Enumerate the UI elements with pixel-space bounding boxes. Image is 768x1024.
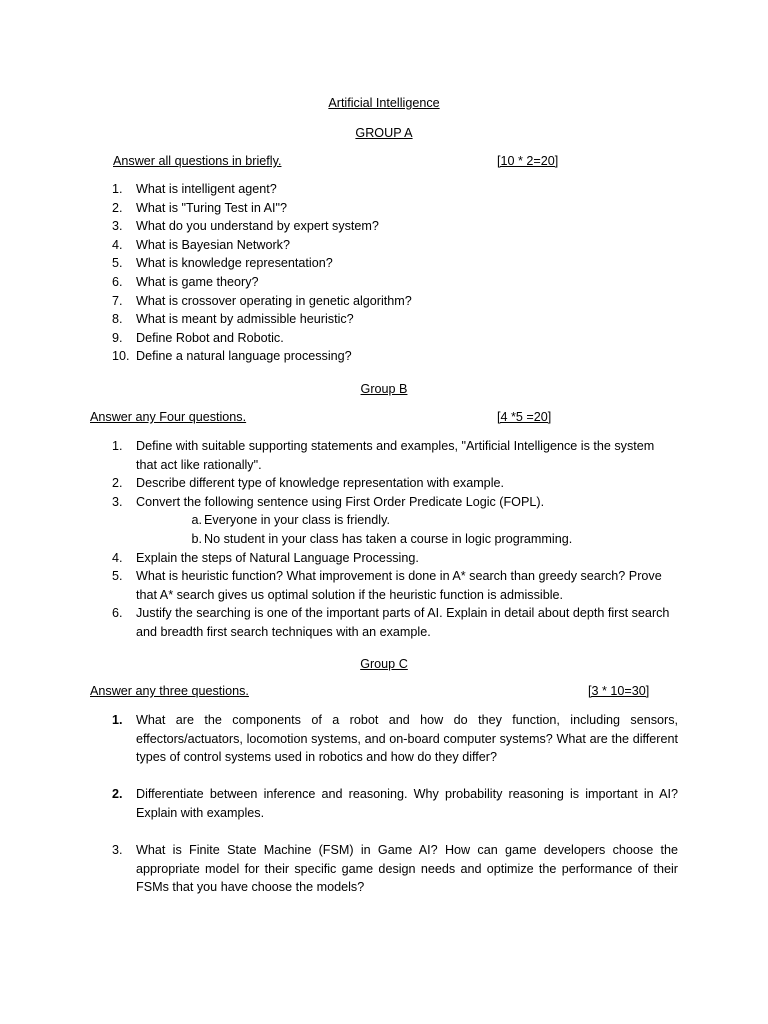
- group-c-heading: Group C: [360, 657, 408, 671]
- question-number: 5.: [112, 256, 123, 271]
- question-text: Differentiate between inference and reasoning. Why probability reasoning is important in AI? Explain with examples.: [136, 787, 678, 820]
- group-b-instruction: Answer any Four questions.: [90, 410, 247, 424]
- question-text: Explain the steps of Natural Language Processing.: [136, 550, 419, 565]
- question-text: What is meant by admissible heuristic?: [136, 312, 354, 327]
- question-item: [112, 329, 592, 348]
- question-text: What is "Turing Test in AI"?: [136, 200, 288, 215]
- sub-question-letter: a.: [191, 513, 202, 528]
- question-text: Define a natural language processing?: [136, 349, 352, 364]
- question-number: 7.: [112, 293, 123, 308]
- question-text: What is Finite State Machine (FSM) in Game AI? How can game developers choose the appropriate model for their specific game design needs and optimize the performance of their FSMs that you have choose the models?: [136, 843, 678, 895]
- question-item: [112, 711, 678, 767]
- group-a-heading: GROUP A: [355, 126, 413, 140]
- question-text: What is intelligent agent?: [136, 182, 277, 196]
- question-text: Describe different type of knowledge representation with example.: [136, 476, 504, 491]
- question-text: Justify the searching is one of the important parts of AI. Explain in detail about depth first search and breadth first search techniques with an example.: [136, 606, 670, 639]
- question-item: [112, 437, 678, 474]
- group-a-question-list: [112, 180, 592, 366]
- question-number: 2.: [112, 200, 123, 215]
- question-item: [112, 180, 592, 199]
- question-item: [112, 236, 592, 255]
- question-text: What do you understand by expert system?: [136, 219, 379, 234]
- document-title: Artificial Intelligence: [328, 96, 440, 110]
- question-text: What is game theory?: [136, 274, 259, 289]
- question-text: Define Robot and Robotic.: [136, 330, 284, 345]
- group-c-question-list: [112, 711, 678, 897]
- question-number: 10.: [112, 349, 130, 364]
- group-b-heading: Group B: [360, 382, 408, 396]
- question-item: [112, 549, 678, 568]
- question-item: [112, 199, 592, 218]
- question-number: 4.: [112, 550, 123, 565]
- question-item: [112, 273, 592, 292]
- group-a-instruction: Answer all questions in briefly.: [113, 154, 282, 168]
- question-text: Convert the following sentence using First Order Predicate Logic (FOPL).: [136, 494, 545, 509]
- question-number: 4.: [112, 237, 123, 252]
- question-item: [112, 217, 592, 236]
- question-number: 1.: [112, 713, 123, 727]
- group-b-question-list: [112, 437, 678, 642]
- question-text: What are the components of a robot and how do they function, including sensors, effectors/actuators, locomotion systems, and on-board computer systems? What are the different types of control systems used in robotics and how do they differ?: [136, 713, 678, 765]
- sub-question-letter: b.: [191, 531, 202, 546]
- question-text: Define with suitable supporting statements and examples, "Artificial Intelligence is the system that act like rationally".: [136, 439, 655, 472]
- sub-question-text: Everyone in your class is friendly.: [204, 513, 390, 528]
- question-number: 3.: [112, 843, 123, 858]
- question-item: [112, 567, 678, 604]
- question-number: 8.: [112, 312, 123, 327]
- question-item: [112, 604, 678, 641]
- question-number: 6.: [112, 606, 123, 621]
- group-a-marks: [10 * 2=20]: [497, 154, 559, 168]
- question-text: What is knowledge representation?: [136, 256, 333, 271]
- question-item: [112, 841, 678, 897]
- question-number: 2.: [112, 787, 123, 802]
- group-b-marks: [4 *5 =20]: [497, 410, 552, 424]
- question-number: 3.: [112, 219, 123, 234]
- question-number: 6.: [112, 274, 123, 289]
- question-text: What is crossover operating in genetic algorithm?: [136, 293, 412, 308]
- question-number: 9.: [112, 330, 123, 345]
- question-number: 3.: [112, 494, 123, 509]
- sub-question-list: [136, 511, 678, 548]
- question-item: [112, 310, 592, 329]
- question-text: What is heuristic function? What improvement is done in A* search than greedy search? Prove that A* search gives us optimal solution if the heuristic function is admissible.: [136, 569, 662, 602]
- question-item: [112, 347, 592, 366]
- sub-question-item: [180, 511, 678, 530]
- question-item: [112, 474, 678, 493]
- sub-question-item: [180, 530, 678, 549]
- question-number: 5.: [112, 569, 123, 584]
- question-item: [112, 292, 592, 311]
- question-text: What is Bayesian Network?: [136, 237, 290, 252]
- sub-question-text: No student in your class has taken a course in logic programming.: [204, 531, 573, 546]
- question-item: [112, 785, 678, 822]
- group-c-marks: [3 * 10=30]: [588, 684, 650, 698]
- question-item: [112, 493, 678, 549]
- question-number: 2.: [112, 476, 123, 491]
- group-c-instruction: Answer any three questions.: [90, 684, 249, 698]
- question-number: 1.: [112, 182, 123, 196]
- question-item: [112, 254, 592, 273]
- question-number: 1.: [112, 439, 123, 453]
